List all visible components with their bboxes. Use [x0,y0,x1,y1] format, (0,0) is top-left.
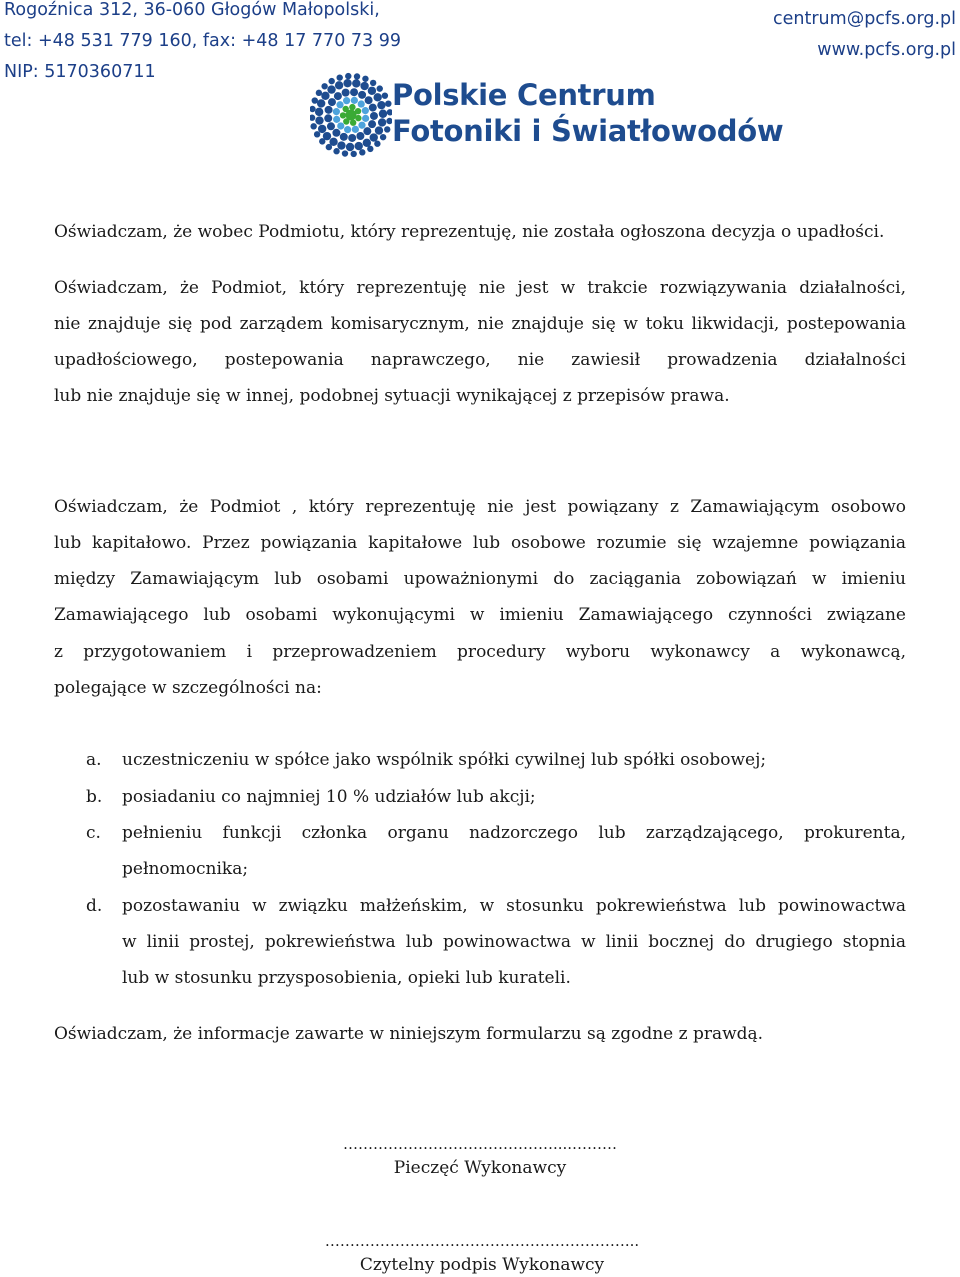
logo-dot [374,141,380,147]
list-item: pełnomocnika; [122,859,249,879]
logo-dot [343,97,350,104]
logo-dot [332,129,340,137]
logo-dot [333,116,340,123]
logo-dot [373,93,381,101]
logo-dot [310,106,316,112]
logo-dot [351,151,357,157]
logo-dot [370,133,378,141]
logo-dot [360,82,368,90]
logo-dot [319,138,325,144]
logo-dot [310,115,315,121]
logo-dot [326,144,332,150]
logo-dot [358,122,365,129]
statement-relations-line: Zamawiającego lub osobami wykonującymi w imieniu Zamawiającego czynności związane [54,605,906,625]
logo-dot [334,92,342,100]
logo-dot [327,85,335,93]
list-item: pełnieniu funkcji członka organu nadzorczego lub zarządzającego, prokurenta, [122,823,906,843]
logo-dot [343,79,351,87]
header-email: centrum@pcfs.org.pl [773,9,956,29]
list-marker: d. [86,896,103,916]
logo-dot [342,150,348,156]
header-address: Rogoźnica 312, 36-060 Głogów Małopolski, [4,0,380,20]
logo-dot [378,118,386,126]
logo-dot [385,101,391,107]
list-item: lub w stosunku przysposobienia, opieki lub kurateli. [122,968,571,988]
statement-relations-line: z przygotowaniem i przeprowadzeniem procedury wyboru wykonawcy a wykonawcą, [54,642,906,662]
statement-relations-line: polegające w szczególności na: [54,678,322,698]
logo-dot [324,114,332,122]
logo-dot [359,149,365,155]
logo-dot [318,125,326,133]
logo-dot [337,141,345,149]
statement-status-line: Oświadczam, że Podmiot, który reprezentuję nie jest w trakcie rozwiązywania działalności, [54,278,906,298]
header-website: www.pcfs.org.pl [817,40,956,60]
logo-dot [315,108,323,116]
statement-bankruptcy: Oświadczam, że wobec Podmiotu, który reprezentuję, nie została ogłoszona decyzja o upadłości. [54,222,885,242]
logo-dot [358,100,365,107]
logo-dot [370,112,378,120]
logo-dot [350,88,358,96]
logo-dot [358,91,366,99]
list-item: uczestniczeniu w spółce jako wspólnik spółki cywilnej lub spółki osobowej; [122,750,767,770]
logo-dot [375,126,383,134]
logo-dot [340,112,346,118]
logo-dot [377,85,383,91]
logo-dot [327,122,335,130]
logo-dot [355,108,361,114]
list-marker: b. [86,787,103,807]
logo-dot [310,123,316,129]
statement-truth: Oświadczam, że informacje zawarte w niniejszym formularzu są zgodne z prawdą. [54,1024,764,1044]
logo-dot [317,99,325,107]
logo-dot [380,134,386,140]
list-item: w linii prostej, pokrewieństwa lub powinowactwa w linii bocznej do drugiego stopnia [122,932,906,952]
logo-dot [355,142,363,150]
logo-dot [328,98,336,106]
logo-dot [362,115,369,122]
header-phone: tel: +48 531 779 160, fax: +48 17 770 73 99 [4,31,401,51]
logo-dot [379,110,387,118]
logo-dot [368,120,376,128]
logo-line-2: Fotoniki i Światłowodów [392,114,784,148]
logo-dot [333,148,339,154]
logo-dot [352,79,360,87]
signature-dotted-line: ……………………………………………………... [324,1232,640,1250]
logo-dot [333,108,340,115]
logo-dot [350,120,356,126]
list-item: posiadaniu co najmniej 10 % udziałów lub akcji; [122,787,536,807]
logo-dot [369,104,377,112]
logo-dot [377,101,385,109]
logo-dot [325,106,333,114]
list-item: pozostawaniu w związku małżeńskim, w stosunku pokrewieństwa lub powinowactwa [122,896,906,916]
logo-dot [352,126,359,133]
logo-dot [336,101,343,108]
logo-dot [362,107,369,114]
logo-dot [345,73,351,79]
logo-dot [337,122,344,129]
logo-dot [355,115,361,121]
logo-dot [321,92,329,100]
logo-dot [368,87,376,95]
header-nip: NIP: 5170360711 [4,62,156,82]
logo-dot [315,116,323,124]
logo-dot [316,90,322,96]
signature-label: Czytelny podpis Wykonawcy [359,1255,605,1275]
logo-dot [337,74,343,80]
statement-status-line: lub nie znajduje się w innej, podobnej sytuacji wynikającej z przepisów prawa. [54,386,730,406]
logo-emblem-icon [310,72,392,158]
logo-dot [354,73,360,79]
logo-dot [344,126,351,133]
logo-dot [363,127,371,135]
stamp-dotted-line: ……………………………………....……… [342,1135,618,1153]
logo-dot [312,97,318,103]
logo-dot [342,89,350,97]
statement-relations-line: między Zamawiającym lub osobami upoważnionymi do zaciągania zobowiązań w imieniu [54,569,906,589]
logo-dot [384,126,390,132]
logo-dot [362,76,368,82]
logo-dot [349,104,355,110]
logo-dot [321,83,327,89]
logo-dot [367,146,373,152]
logo-dot [340,133,348,141]
logo-dot [346,143,354,151]
logo-dot [370,80,376,86]
logo-dot [343,118,349,124]
company-logo [310,72,784,158]
logo-dot [314,131,320,137]
statement-status-line: upadłościowego, postepowania naprawczego, nie zawiesił prowadzenia działalności [54,350,906,370]
stamp-label: Pieczęć Wykonawcy [393,1158,567,1178]
logo-dot [365,96,373,104]
logo-dot [382,92,388,98]
logo-line-1: Polskie Centrum [392,78,656,112]
statement-relations-line: lub kapitałowo. Przez powiązania kapitałowe lub osobowe rozumie się wzajemne powiązania [54,533,906,553]
logo-dot [328,78,334,84]
statement-relations-line: Oświadczam, że Podmiot , który reprezentuję nie jest powiązany z Zamawiającym osobowo [54,497,906,517]
logo-dot [356,132,364,140]
logo-dot [343,106,349,112]
logo-dot [351,97,358,104]
statement-status-line: nie znajduje się pod zarządem komisarycznym, nie znajduje się w toku likwidacji, postepowania [54,314,906,334]
list-marker: c. [86,823,101,843]
logo-dot [335,81,343,89]
list-marker: a. [86,750,102,770]
logo-dot [348,134,356,142]
